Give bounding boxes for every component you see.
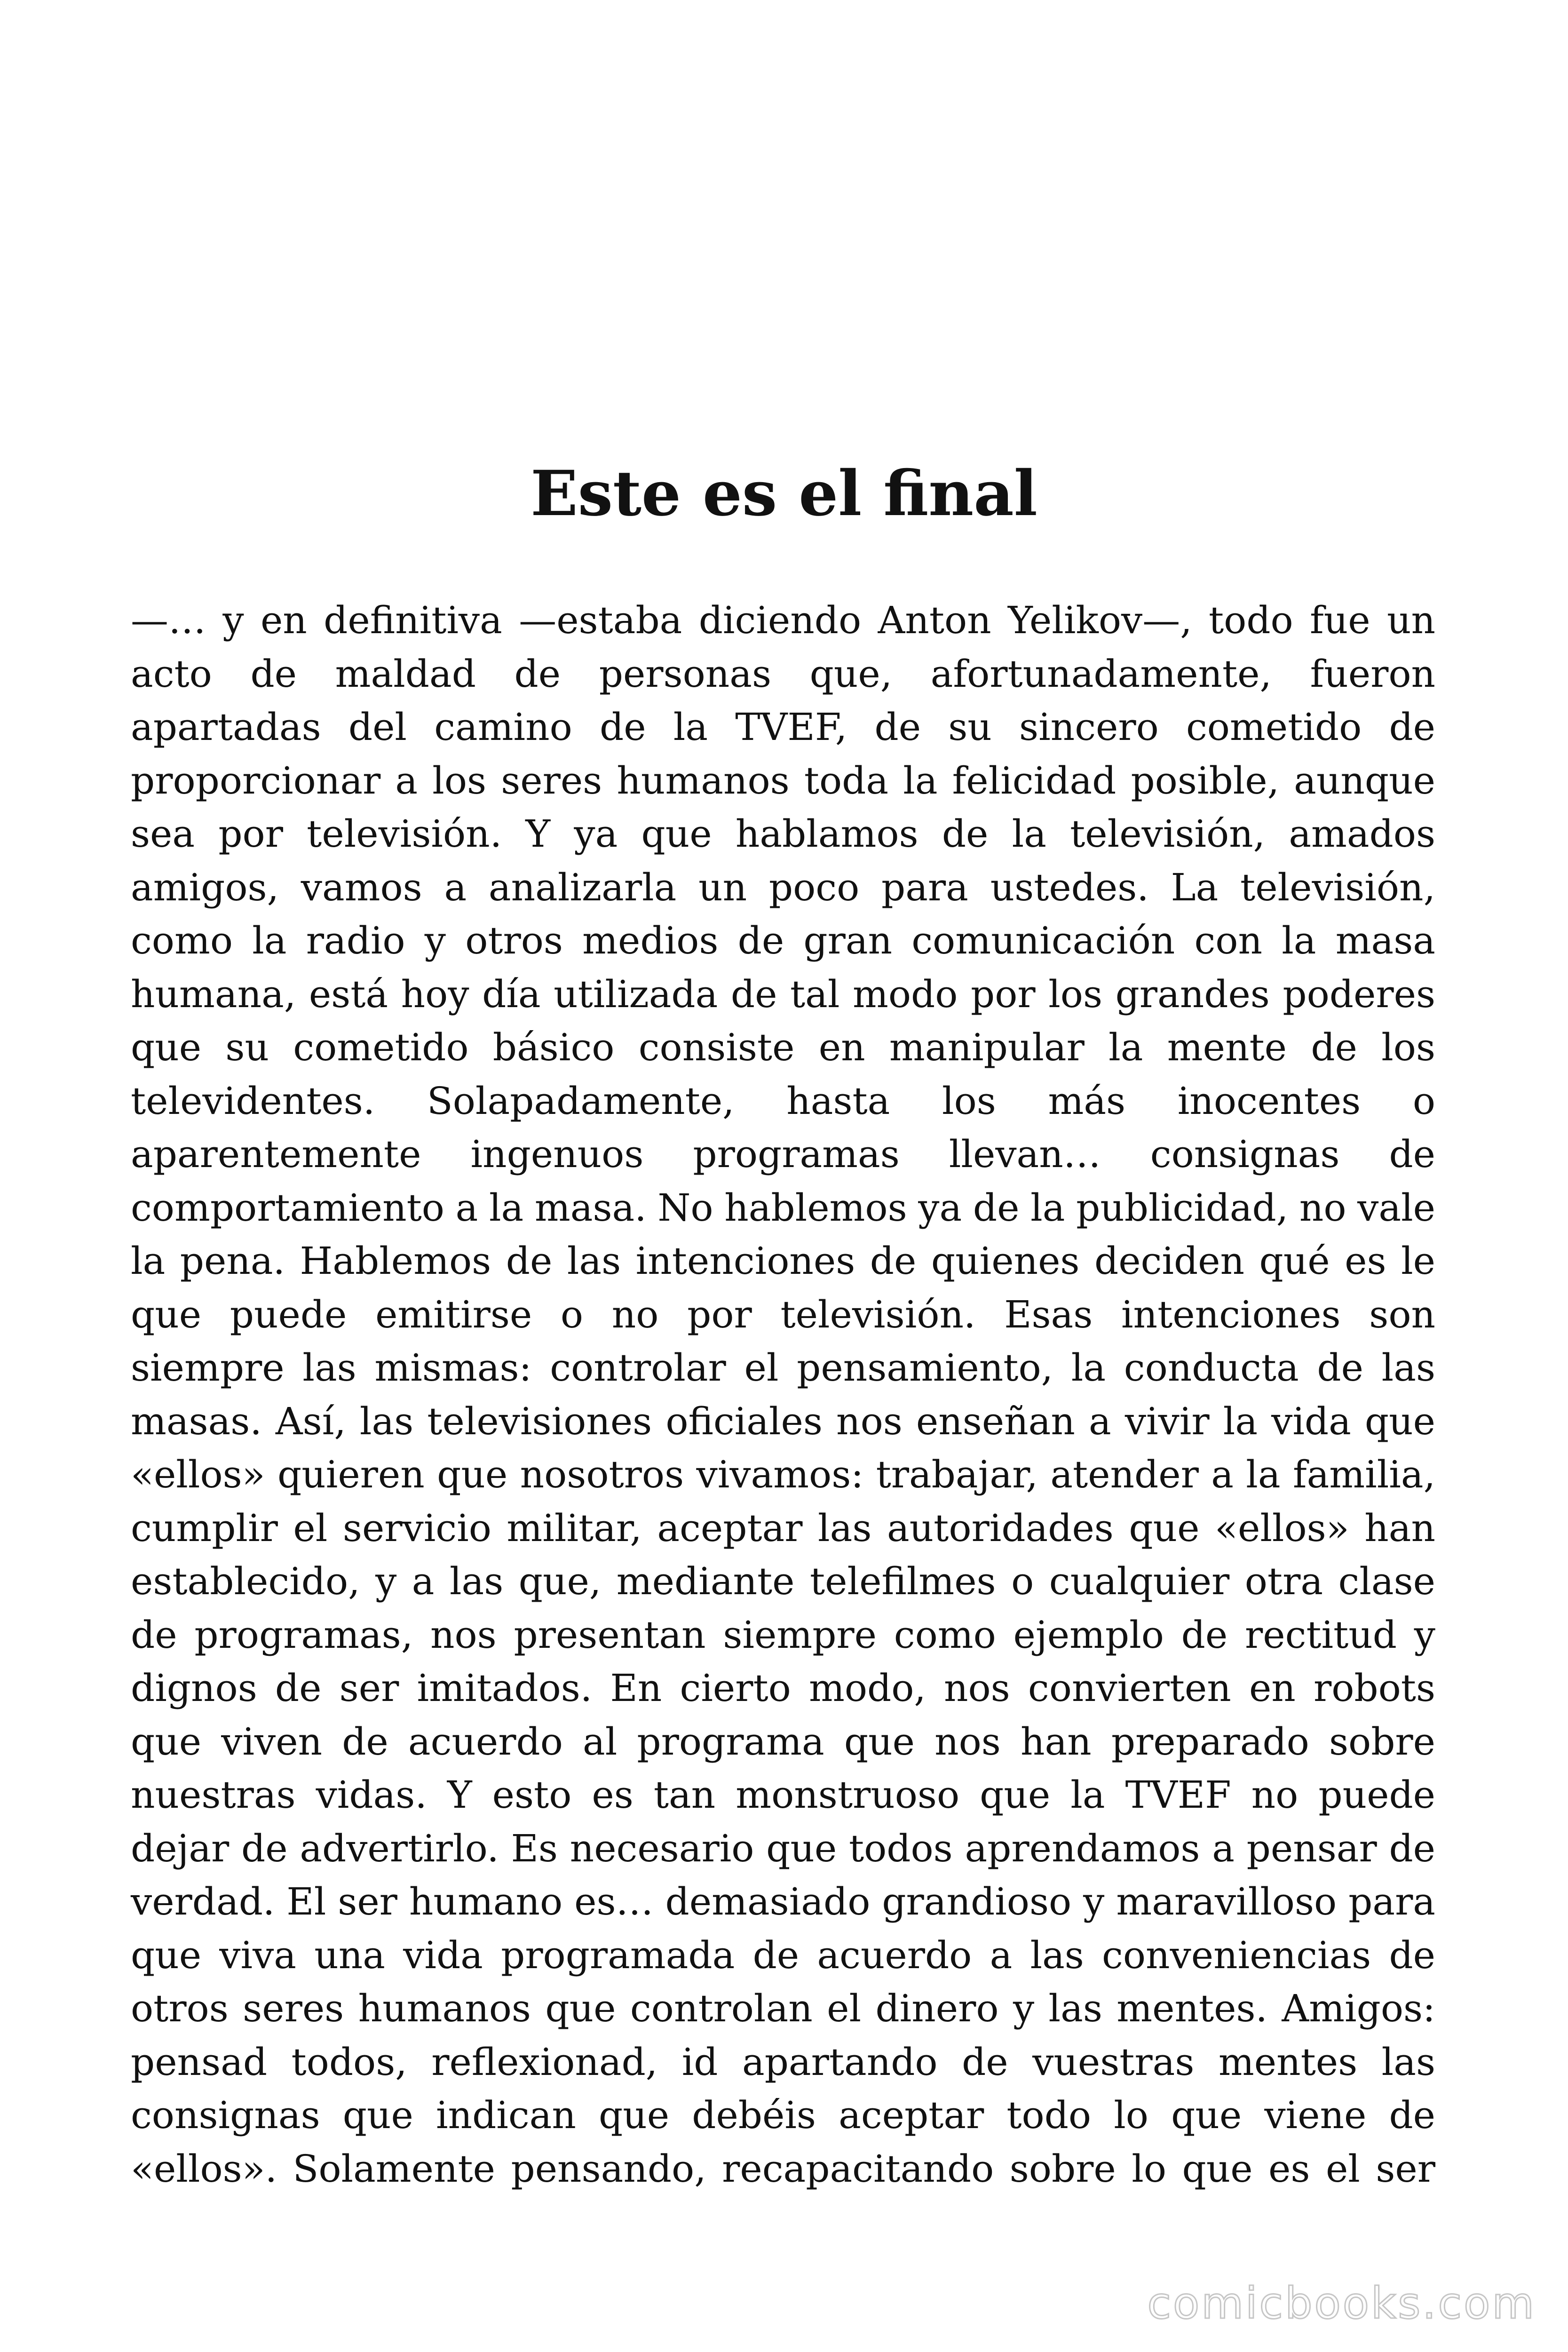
watermark-text: comicbooks.com (1147, 2278, 1536, 2328)
chapter-body-paragraph: —… y en definitiva —estaba diciendo Anton Yelikov—, todo fue un acto de maldad de personas que, afortunadamente, fueron apartadas del camino de la TVEF, de su sincero cometido de proporcionar a los seres humanos toda la felicidad posible, aunque sea por televisión. Y ya que hablamos de la televisión, amados amigos, vamos a analizarla un poco para ustedes. La televisión, como la radio y otros medios de gran comunicación con la masa humana, está hoy día utilizada de tal modo por los grandes poderes que su cometido básico consiste en manipular la mente de los televidentes. Solapadamente, hasta los más inocentes o aparentemente ingenuos programas llevan… consignas de comportamiento a la masa. No hablemos ya de la publicidad, no vale la pena. Hablemos de las intenciones de quienes deciden qué es le que puede emitirse o no por televisión. Esas intenciones son siempre las mismas: controlar el pensamiento, la conducta de las masas. Así, las televisiones oficiales nos enseñan a vivir la vida que «ellos» quieren que nosotros vivamos: trabajar, atender a la familia, cumplir el servicio militar, aceptar las autoridades que «ellos» han establecido, y a las que, mediante telefilmes o cualquier otra clase de programas, nos presentan siempre como ejemplo de rectitud y dignos de ser imitados. En cierto modo, nos convierten en robots que viven de acuerdo al programa que nos han preparado sobre nuestras vidas. Y esto es tan monstruoso que la TVEF no puede dejar de advertirlo. Es necesario que todos aprendamos a pensar de verdad. El ser humano es… demasiado grandioso y maravilloso para que viva una vida programada de acuerdo a las conveniencias de otros seres humanos que controlan el dinero y las mentes. Amigos: pensad todos, reflexionad, id apartando de vuestras mentes las consignas que indican que debéis aceptar todo lo que viene de «ellos». Solamente pensando, recapacitando sobre lo que es el ser (131, 598, 1435, 2191)
chapter-title: Este es el final (531, 457, 1037, 530)
